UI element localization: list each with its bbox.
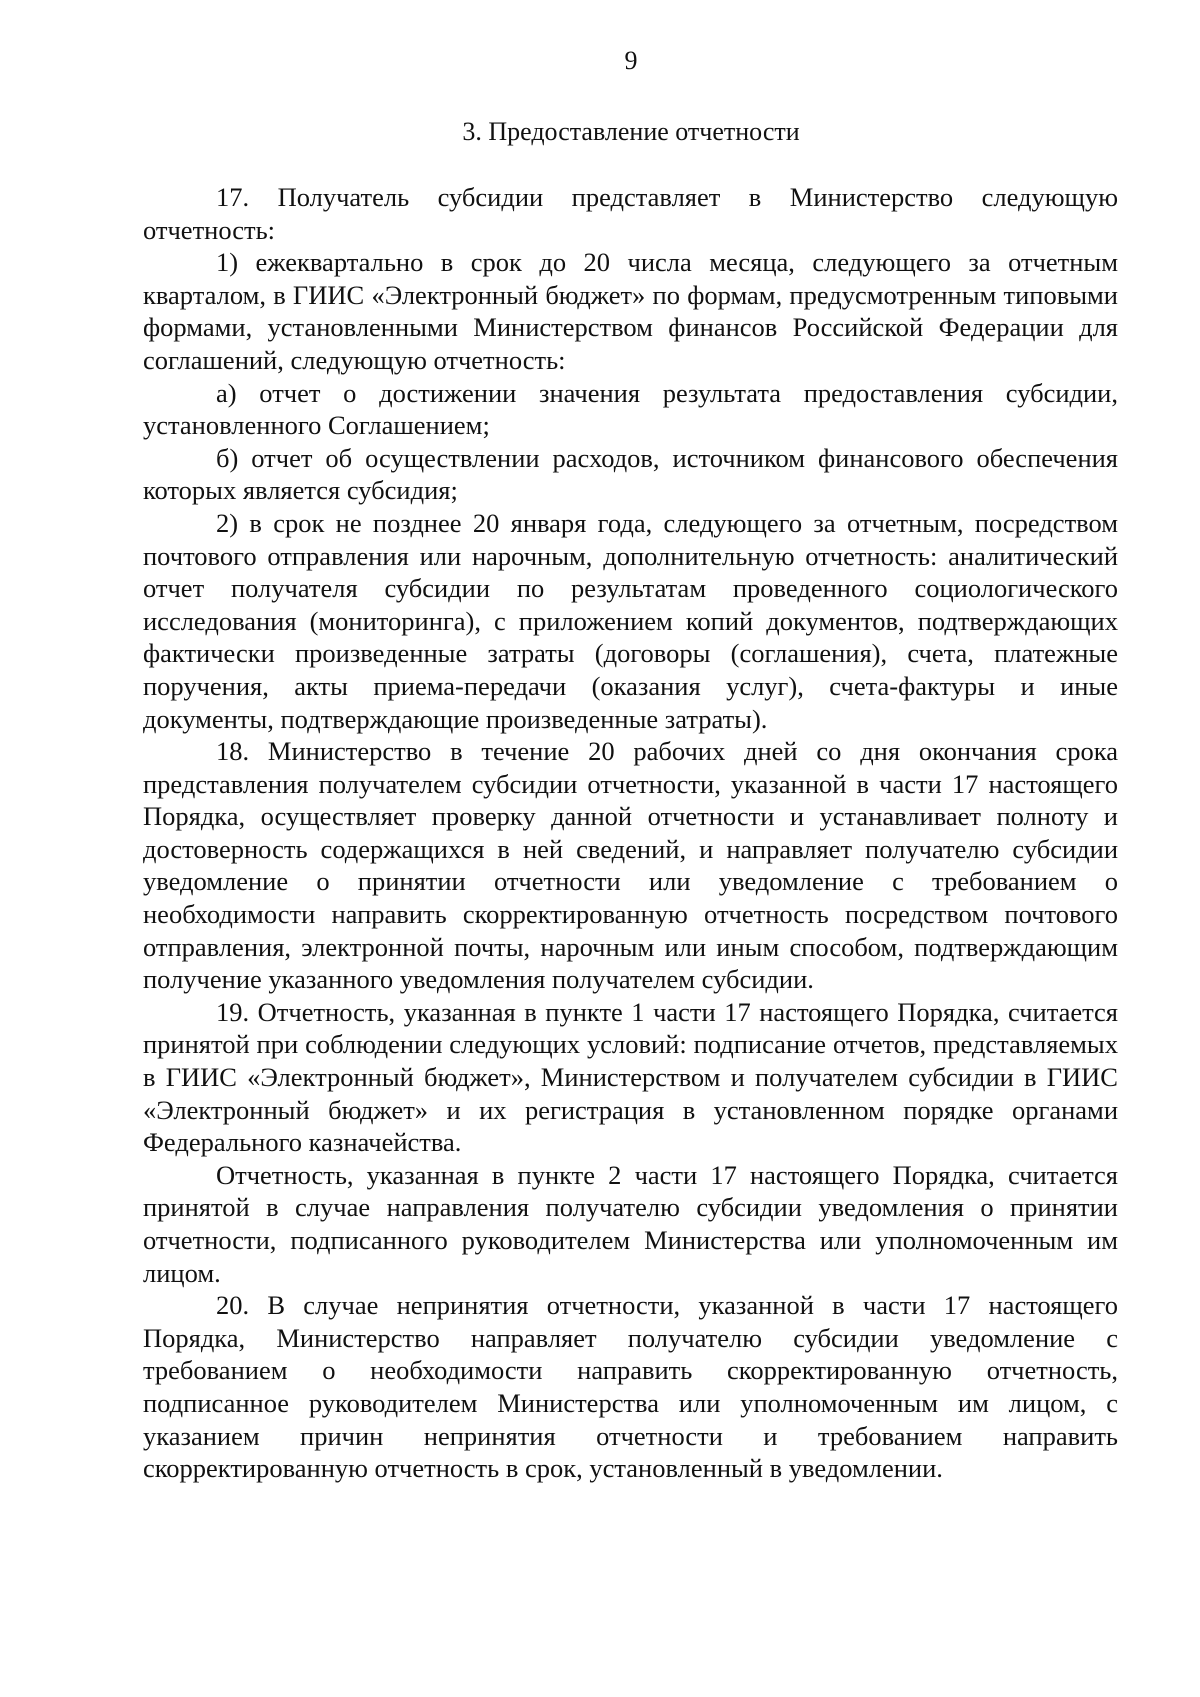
paragraph-20: 20. В случае непринятия отчетности, указанной в части 17 настоящего Порядка, Министерство направляет получателю субсидии уведомление с требованием о необходимости направить скорректированную отчетность, подписанное руководителем Министерства или уполномоченным им лицом, с указанием причин непринятия отчетности и требованием направить скорректированную отчетность в срок, установленный в уведомлении. xyxy=(143,1290,1118,1484)
paragraph-19: 19. Отчетность, указанная в пункте 1 части 17 настоящего Порядка, считается принятой при соблюдении следующих условий: подписание отчетов, представляемых в ГИИС «Электронный бюджет», Министерством и получателем субсидии в ГИИС «Электронный бюджет» и их регистрация в установленном порядке органами Федерального казначейства. xyxy=(143,996,1118,1158)
page-number: 9 xyxy=(624,46,638,75)
paragraph-17-item-1b: б) отчет об осуществлении расходов, источником финансового обеспечения которых является субсидия; xyxy=(143,442,1118,506)
paragraph-19-continued: Отчетность, указанная в пункте 2 части 17 настоящего Порядка, считается принятой в случае направления получателю субсидии уведомления о принятии отчетности, подписанного руководителем Министерства или уполномоченным им лицом. xyxy=(143,1159,1118,1288)
section-title: 3. Предоставление отчетности xyxy=(462,117,800,146)
document-body xyxy=(143,181,1118,1485)
paragraph-17-item-2: 2) в срок не позднее 20 января года, следующего за отчетным, посредством почтового отправления или нарочным, дополнительную отчетность: аналитический отчет получателя субсидии по результатам проведенного социологического исследования (мониторинга), с приложением копий документов, подтверждающих фактически произведенные затраты (договоры (соглашения), счета, платежные поручения, акты приема-передачи (оказания услуг), счета-фактуры и иные документы, подтверждающие произведенные затраты). xyxy=(143,507,1118,734)
paragraph-18: 18. Министерство в течение 20 рабочих дней со дня окончания срока представления получателем субсидии отчетности, указанной в части 17 настоящего Порядка, осуществляет проверку данной отчетности и устанавливает полноту и достоверность содержащихся в ней сведений, и направляет получателю субсидии уведомление о принятии отчетности или уведомление с требованием о необходимости направить скорректированную отчетность посредством почтового отправления, электронной почты, нарочным или иным способом, подтверждающим получение указанного уведомления получателем субсидии. xyxy=(143,736,1118,995)
paragraph-17-item-1: 1) ежеквартально в срок до 20 числа месяца, следующего за отчетным кварталом, в ГИИС «Электронный бюджет» по формам, предусмотренным типовыми формами, установленными Министерством финансов Российской Федерации для соглашений, следующую отчетность: xyxy=(143,247,1118,375)
paragraph-17: 17. Получатель субсидии представляет в Министерство следующую отчетность: xyxy=(143,182,1118,245)
paragraph-17-item-1a: а) отчет о достижении значения результата предоставления субсидии, установленного Соглашением; xyxy=(143,377,1118,441)
